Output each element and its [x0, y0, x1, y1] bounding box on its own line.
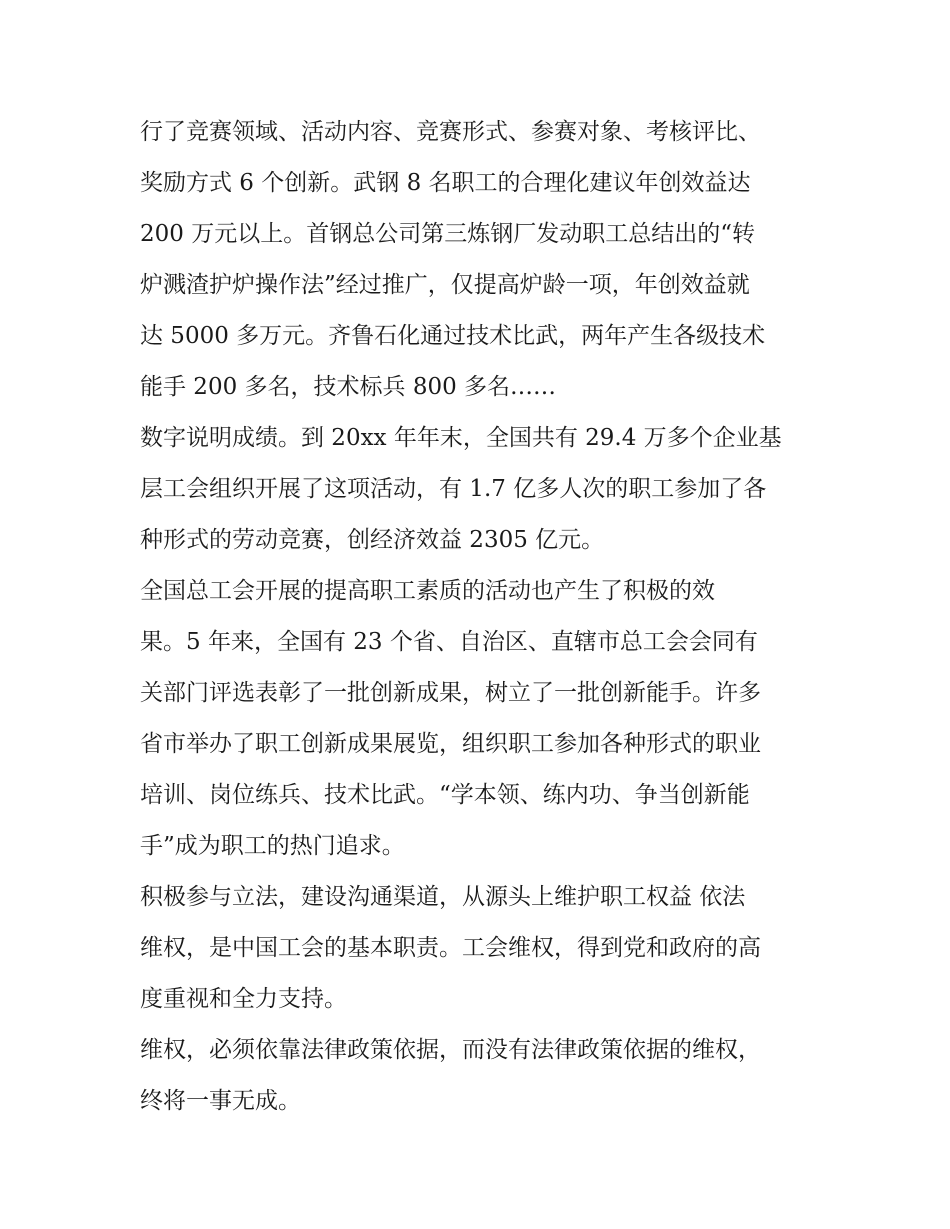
text-line: 关部门评选表彰了一批创新成果，树立了一批创新能手。许多: [140, 680, 761, 706]
text-line: 层工会组织开展了这项活动，有 1.7 亿多人次的职工参加了各: [140, 476, 767, 502]
text-line: 省市举办了职工创新成果展览，组织职工参加各种形式的职业: [140, 731, 761, 757]
text-line: 数字说明成绩。到 20xx 年年末，全国共有 29.4 万多个企业基: [140, 425, 782, 451]
text-line: 果。5 年来，全国有 23 个省、自治区、直辖市总工会会同有: [140, 629, 758, 655]
body-text: [140, 107, 830, 1127]
text-line: 奖励方式 6 个创新。武钢 8 名职工的合理化建议年创效益达: [140, 170, 751, 196]
text-line: 培训、岗位练兵、技术比武。“学本领、练内功、争当创新能: [140, 782, 750, 808]
text-line: 度重视和全力支持。: [140, 986, 347, 1012]
text-line: 行了竞赛领域、活动内容、竞赛形式、参赛对象、考核评比、: [140, 119, 761, 145]
text-line: 积极参与立法，建设沟通渠道，从源头上维护职工权益 依法: [140, 884, 746, 910]
text-line: 能手 200 多名，技术标兵 800 多名……: [140, 374, 557, 400]
text-line: 维权，必须依靠法律政策依据，而没有法律政策依据的维权，: [140, 1037, 761, 1063]
text-line: 达 5000 多万元。齐鲁石化通过技术比武，两年产生各级技术: [140, 323, 766, 349]
text-line: 维权，是中国工会的基本职责。工会维权，得到党和政府的高: [140, 935, 761, 961]
text-line: 200 万元以上。首钢总公司第三炼钢厂发动职工总结出的“转: [140, 221, 755, 247]
text-line: 手”成为职工的热门追求。: [140, 833, 405, 859]
text-line: 炉溅渣护炉操作法”经过推广，仅提高炉龄一项，年创效益就: [140, 272, 750, 298]
text-line: 全国总工会开展的提高职工素质的活动也产生了积极的效: [140, 578, 715, 604]
text-line: 种形式的劳动竞赛，创经济效益 2305 亿元。: [140, 527, 605, 553]
text-line: 终将一事无成。: [140, 1088, 301, 1114]
